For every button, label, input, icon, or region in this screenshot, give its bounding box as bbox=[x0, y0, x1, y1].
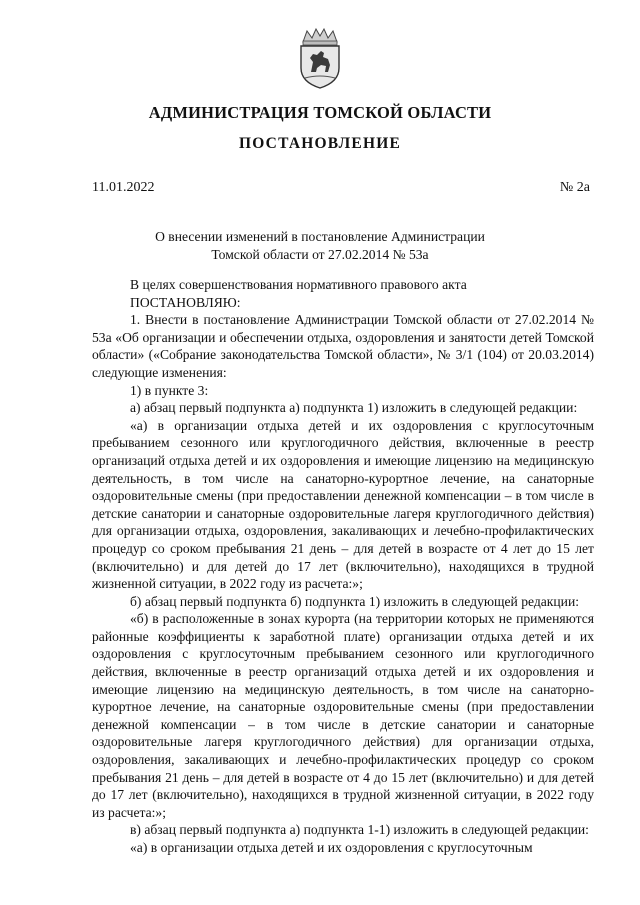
body-paragraph: ПОСТАНОВЛЯЮ: bbox=[130, 294, 241, 310]
body-paragraph: 1. Внести в постановление Администрации Томской области от 27.02.2014 № 53а «Об организации и обеспечении отдыха, оздоровления и занятости детей Томской области» («Собрание законодательства Томской области», № 3/1 (104) от 20.03.2014) следующие изменения: bbox=[92, 312, 594, 380]
document-number: № 2а bbox=[559, 180, 590, 195]
body-paragraph: В целях совершенствования нормативного правового акта bbox=[130, 277, 467, 292]
body-paragraph: 1) в пункте 3: bbox=[130, 382, 209, 398]
body-paragraph: б) абзац первый подпункта б) подпункта 1) изложить в следующей редакции: bbox=[130, 593, 580, 609]
body-paragraph: «а) в организации отдыха детей и их оздоровления с круглосуточным пребыванием сезонного или круглогодичного действия, включенные в реестр организаций отдыха детей и их оздоровления и имеющие лицензию на медицинскую деятельность, в том числе на санаторно-курортное лечение, на санаторные оздоровительные смены (при предоставлении денежной компенсации – в том числе в детские санатории и санаторные оздоровительные лагеря круглогодичного действия) для организации отдыха, оздоровления, закаливающих и лечебно-профилактических процедур со сроком пребывания 21 день – для детей в возрасте от 4 лет до 15 лет (включительно) и для детей до 17 лет (включительно), находящихся в трудной жизненной ситуации, в 2022 году из расчета:»; bbox=[92, 417, 594, 592]
body-paragraph: а) абзац первый подпункта а) подпункта 1) изложить в следующей редакции: bbox=[130, 400, 578, 416]
body-paragraph: в) абзац первый подпункта а) подпункта 1-1) изложить в следующей редакции: bbox=[130, 822, 589, 838]
subject-line-2: Томской области от 27.02.2014 № 53а bbox=[211, 247, 429, 262]
document-subject bbox=[0, 228, 640, 264]
subject-line-1: О внесении изменений в постановление Администрации bbox=[155, 229, 485, 244]
tomsk-region-coat-of-arms-icon bbox=[297, 28, 343, 90]
body-paragraph: «а) в организации отдыха детей и их оздоровления с круглосуточным bbox=[130, 840, 533, 855]
organization-name: АДМИНИСТРАЦИЯ ТОМСКОЙ ОБЛАСТИ bbox=[148, 103, 492, 122]
document-type: ПОСТАНОВЛЕНИЕ bbox=[238, 135, 402, 152]
document-body bbox=[92, 276, 594, 857]
body-paragraph: «б) в расположенные в зонах курорта (на территории которых не применяются районные коэффициенты к заработной плате) организации отдыха детей и их оздоровления с круглосуточным пребыванием сезонного или круглогодичного действия, включенные в реестр организаций отдыха детей и их оздоровления и имеющие лицензию на медицинскую деятельность, в том числе на санаторно-курортное лечение, на санаторные оздоровительные смены (при предоставлении денежной компенсации – в том числе в детские санатории и санаторные оздоровительные лагеря круглогодичного действия) для организации отдыха, оздоровления, закаливающих и лечебно-профилактических процедур со сроком пребывания 21 день – для детей в возрасте от 4 до 15 лет (включительно) и для детей до 17 лет (включительно), находящихся в трудной жизненной ситуации, в 2022 году из расчета:»; bbox=[92, 611, 594, 820]
document-date: 11.01.2022 bbox=[92, 180, 155, 195]
